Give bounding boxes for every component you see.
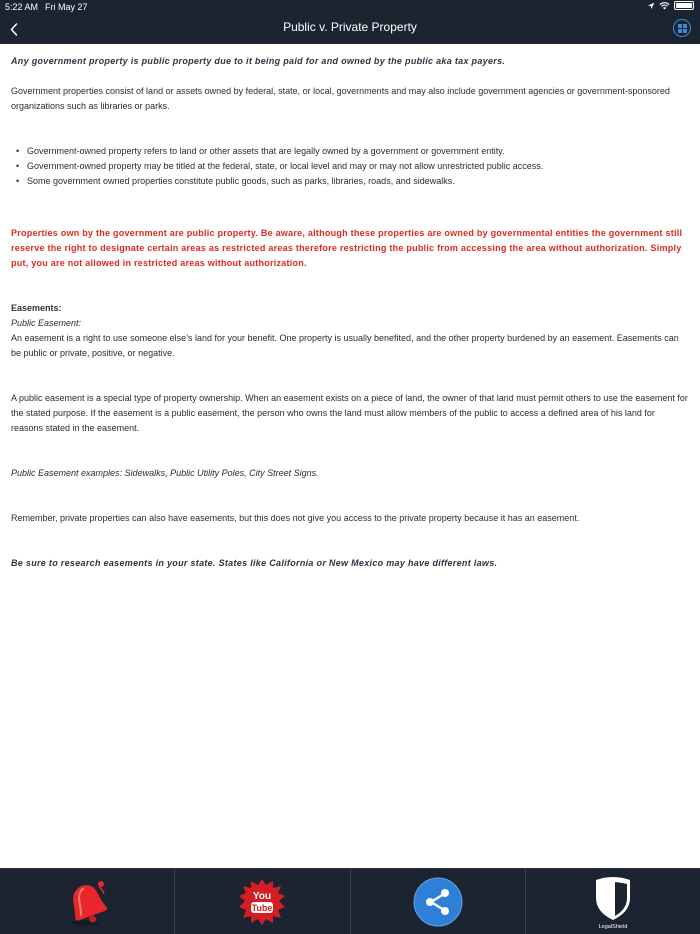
share-icon: [413, 877, 463, 927]
location-icon: [647, 2, 655, 10]
public-easement-label: Public Easement:: [11, 318, 82, 328]
research-note: Be sure to research easements in your state. States like California or New Mexico may have different laws.: [11, 558, 498, 568]
page-title: Public v. Private Property: [283, 20, 417, 34]
intro-paragraph: Government properties consist of land or assets owned by federal, state, or local, governments and may also include government agencies or government-sponsored organizations such as libraries or parks.: [11, 86, 670, 111]
private-easement-note: Remember, private properties can also have easements, but this does not give you access to the private property because it has an easement.: [11, 513, 580, 523]
easements-heading: Easements:: [11, 303, 62, 313]
list-item: • Government-owned property refers to land or other assets that are legally owned by a government or government entity.: [11, 144, 689, 159]
grid-menu-button[interactable]: [673, 19, 691, 37]
status-bar: [0, 0, 700, 14]
wifi-icon: [659, 2, 670, 10]
alert-bell-icon: [61, 876, 113, 928]
public-easement-paragraph: A public easement is a special type of property ownership. When an easement exists on a piece of land, the owner of that land must permit others to use the easement for the stated purpose. If the easement is a public easement, the person who owns the land must allow members of the public to access a defined area of his land for reasons stated in the easement.: [11, 393, 688, 433]
youtube-text-top: You: [253, 891, 272, 902]
legalshield-label: LegalShield: [598, 924, 628, 930]
status-date: Fri May 27: [45, 2, 88, 12]
youtube-text-bottom: Tube: [251, 903, 273, 913]
tab-share[interactable]: [351, 869, 526, 934]
tab-youtube[interactable]: [175, 869, 350, 934]
list-item: • Some government owned properties constitute public goods, such as parks, libraries, roads, and sidewalks.: [11, 174, 689, 189]
article-content: [0, 44, 700, 868]
bottom-tab-bar: [0, 868, 700, 934]
list-item: • Government-owned property may be titled at the federal, state, or local level and may or may not allow unrestricted public access.: [11, 159, 689, 174]
battery-icon: [674, 1, 694, 10]
restricted-areas-warning: Properties own by the government are public property. Be aware, although these properties are owned by governmental entities the government still reserve the right to designate certain areas as restricted areas therefore restricting the public from accessing the area without authorization. Simply put, you are not allowed in restricted areas without authorization.: [11, 228, 683, 268]
government-property-list: [11, 144, 689, 189]
easement-examples: Public Easement examples: Sidewalks, Public Utility Poles, City Street Signs.: [11, 468, 319, 478]
tab-legalshield[interactable]: [526, 869, 700, 934]
grid-menu-icon: [678, 24, 687, 33]
status-icons: [647, 1, 694, 10]
legalshield-icon: [588, 874, 638, 930]
easement-definition: An easement is a right to use someone else’s land for your benefit. One property is usually benefited, and the other property burdened by an easement. Easements can be public or private, positive, or negative.: [11, 333, 679, 358]
tab-alert[interactable]: [0, 869, 175, 934]
nav-bar: [0, 14, 700, 44]
youtube-icon: [237, 877, 287, 927]
status-time: 5:22 AM: [5, 2, 39, 12]
intro-statement: Any government property is public property due to it being paid for and owned by the public aka tax payers.: [11, 56, 506, 66]
